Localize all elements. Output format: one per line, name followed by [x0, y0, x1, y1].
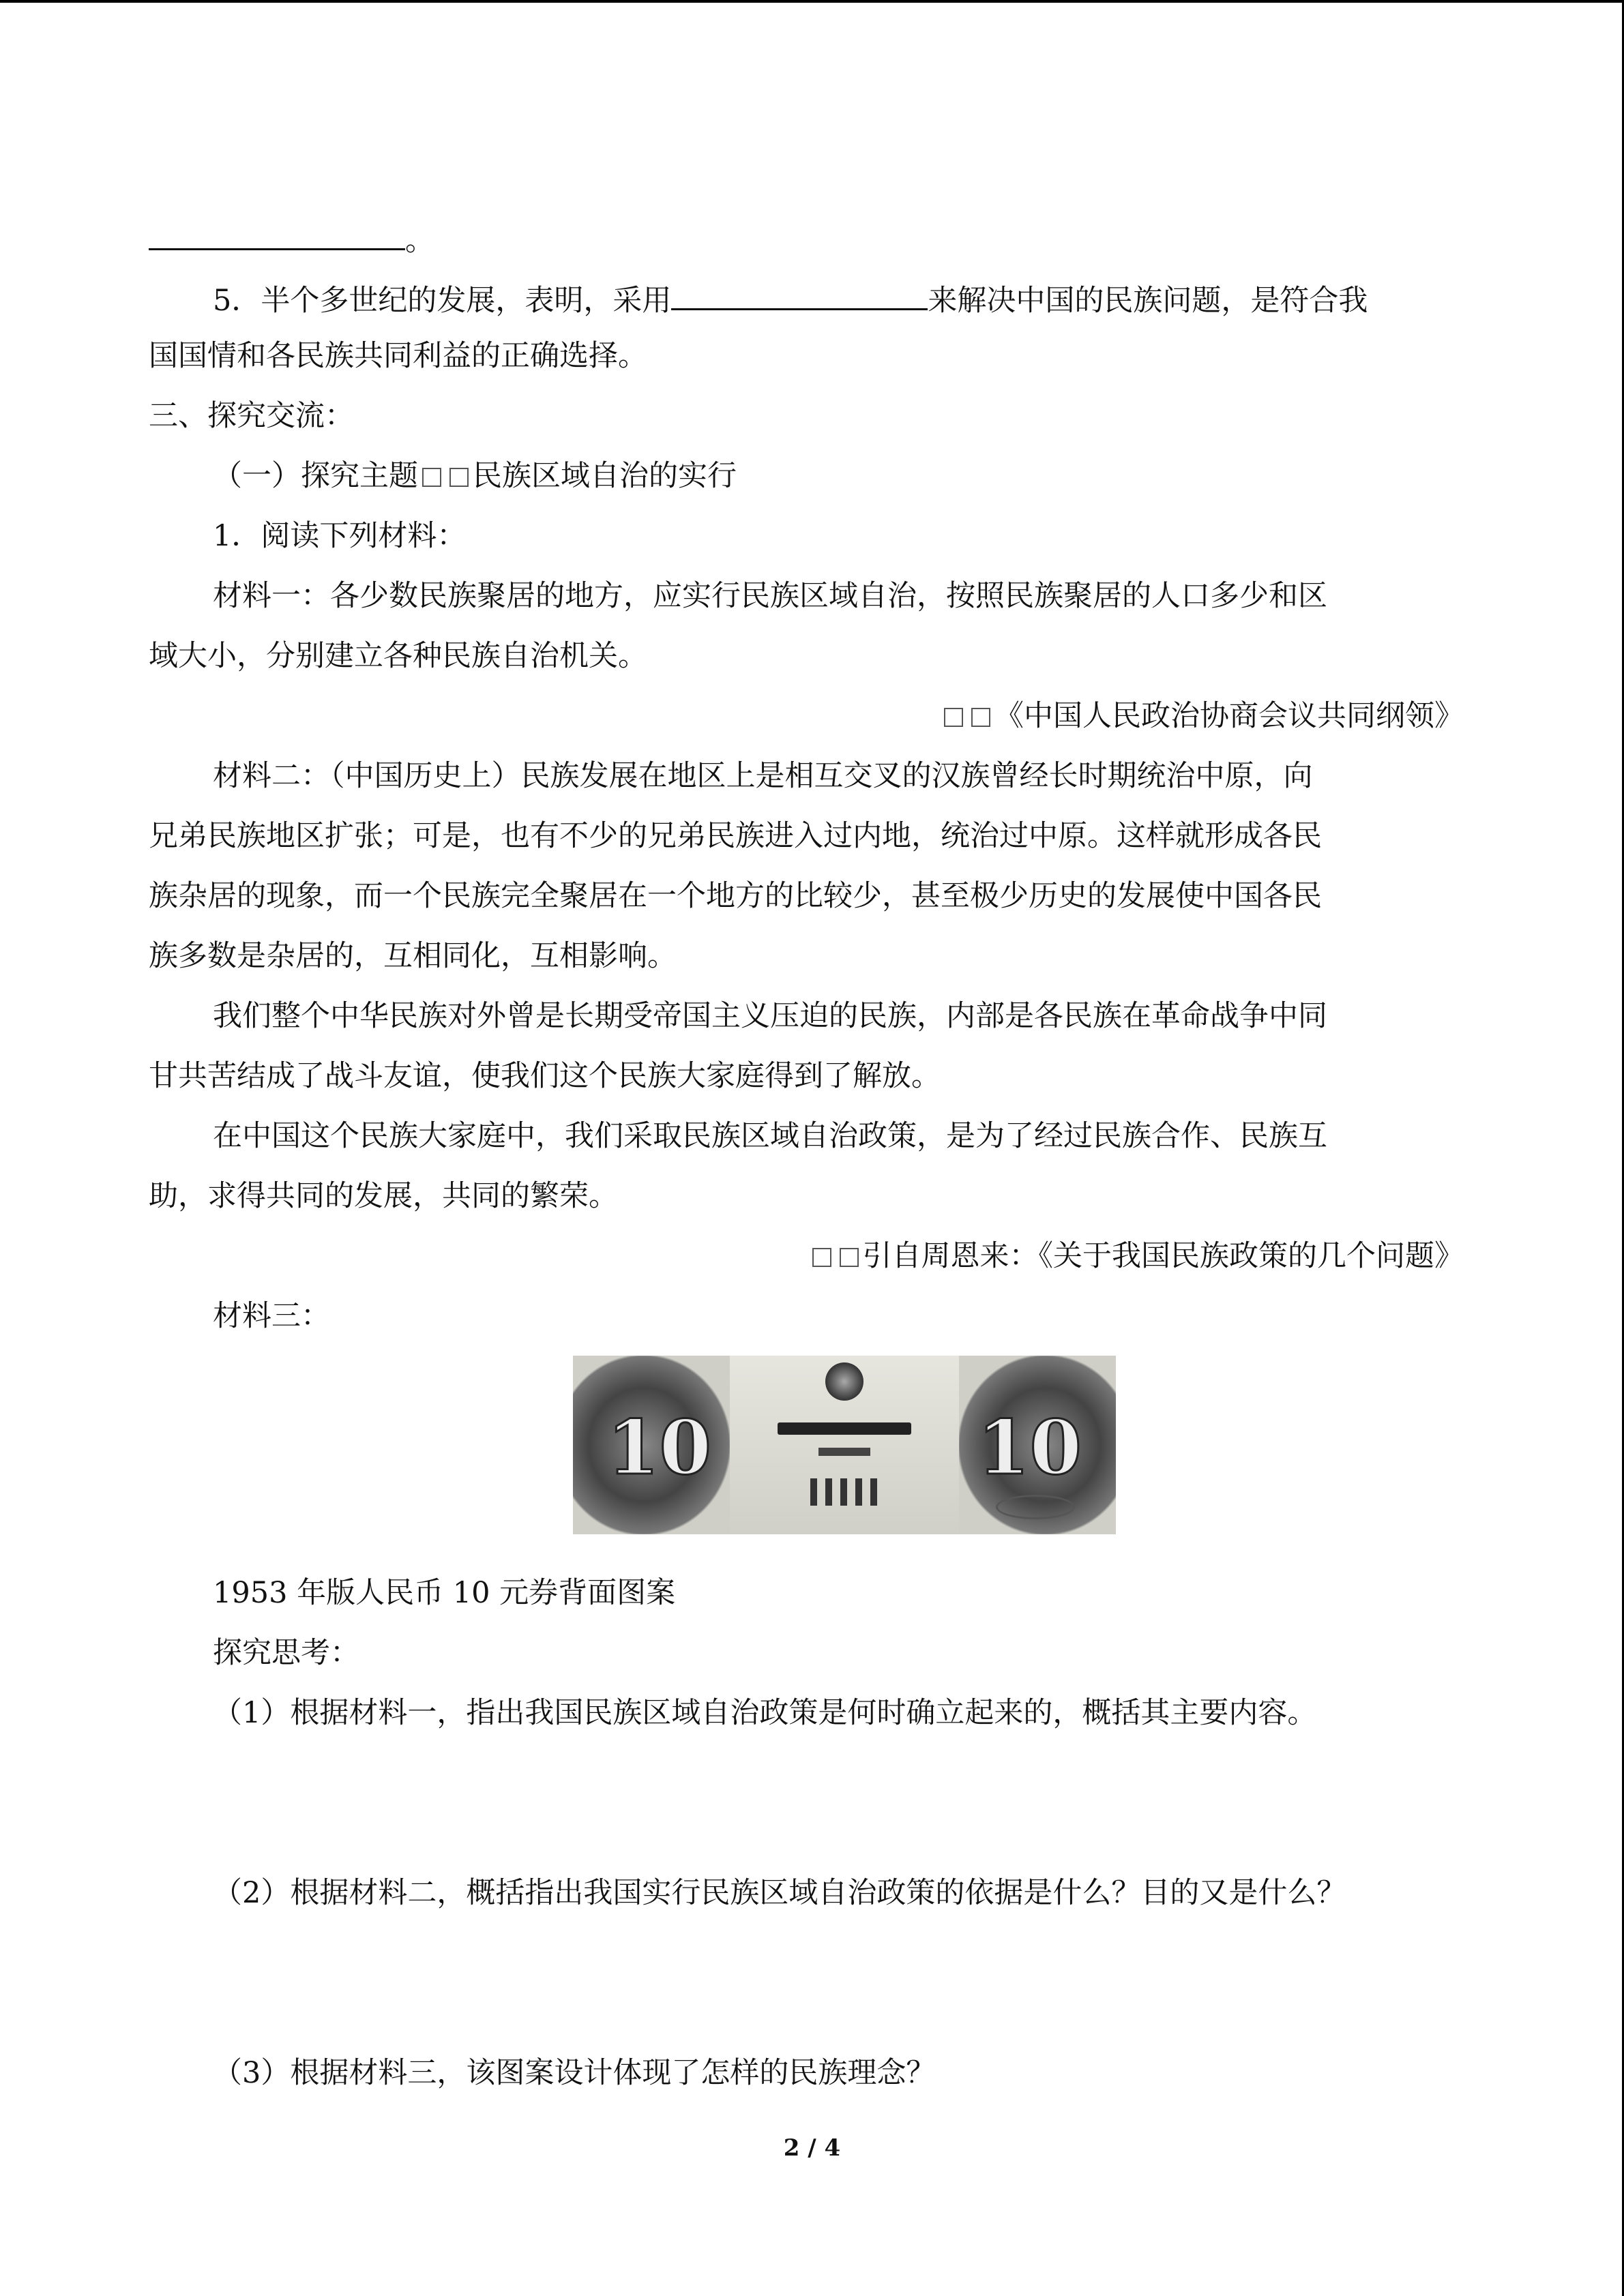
read-instruction: 1．阅读下列材料：: [213, 519, 467, 553]
banknote-script-pattern: [810, 1478, 879, 1506]
square-glyph: [422, 468, 441, 487]
think-heading: 探究思考：: [213, 1636, 359, 1670]
material-3-label: 材料三：: [213, 1299, 330, 1333]
question-1: （1）根据材料一，指出我国民族区域自治政策是何时确立起来的，概括其主要内容。: [213, 1696, 1317, 1730]
square-glyph: [840, 1248, 859, 1267]
material-2-line6: 甘共苦结成了战斗友谊，使我们这个民族大家庭得到了解放。: [149, 1059, 941, 1093]
material-2-line2: 兄弟民族地区扩张；可是，也有不少的兄弟民族进入过内地，统治过中原。这样就形成各民: [149, 819, 1322, 853]
banknote-denomination-right: 10: [977, 1403, 1082, 1491]
banknote-small-denomination-oval: [996, 1495, 1075, 1519]
material-2-line8: 助，求得共同的发展，共同的繁荣。: [149, 1179, 618, 1213]
page-number: 2 / 4: [783, 2134, 841, 2162]
fill-blank[interactable]: [149, 215, 405, 250]
material-1-source: 《中国人民政治协商会议共同纲领》: [940, 696, 1464, 736]
material-2-line3: 族杂居的现象，而一个民族完全聚居在一个地方的比较少，甚至极少历史的发展使中国各民: [149, 879, 1322, 913]
national-emblem-icon: [825, 1362, 863, 1401]
banknote-image: [573, 1356, 1116, 1534]
banknote-subinscription: [818, 1448, 870, 1456]
question-2: （2）根据材料二，概括指出我国实行民族区域自治政策的依据是什么？目的又是什么？: [213, 1876, 1346, 1910]
item-5: 5．半个多世纪的发展，表明，采用 来解决中国的民族问题，是符合我: [213, 275, 1368, 321]
material-2-line7: 在中国这个民族大家庭中，我们采取民族区域自治政策，是为了经过民族合作、民族互: [213, 1119, 1327, 1153]
image-caption: 1953 年版人民币 10 元券背面图案: [213, 1576, 676, 1610]
material-2-source: 引自周恩来：《关于我国民族政策的几个问题》: [808, 1236, 1464, 1277]
material-1-line1: 材料一：各少数民族聚居的地方，应实行民族区域自治，按照民族聚居的人口多少和区: [213, 579, 1327, 613]
material-2-line1: 材料二：（中国历史上）民族发展在地区上是相互交叉的汉族曾经长时期统治中原，向: [213, 759, 1313, 793]
square-glyph: [449, 468, 469, 487]
square-glyph: [944, 708, 963, 727]
banknote-denomination-left: 10: [607, 1403, 712, 1491]
top-border: [0, 0, 1624, 3]
banknote-center-panel: [730, 1356, 959, 1534]
square-glyph: [971, 708, 990, 727]
material-2-line5: 我们整个中华民族对外曾是长期受帝国主义压迫的民族，内部是各民族在革命战争中同: [213, 999, 1327, 1033]
material-2-line4: 族多数是杂居的，互相同化，互相影响。: [149, 939, 677, 973]
blank-line-end: 。: [149, 215, 434, 261]
material-1-line2: 域大小，分别建立各种民族自治机关。: [149, 639, 647, 673]
question-3: （3）根据材料三，该图案设计体现了怎样的民族理念？: [213, 2056, 936, 2090]
fill-blank[interactable]: [671, 275, 928, 310]
item-5-cont: 国国情和各民族共同利益的正确选择。: [149, 339, 647, 373]
section-heading: 三、探究交流：: [149, 399, 354, 433]
topic-title: （一）探究主题 民族区域自治的实行: [213, 459, 737, 493]
square-glyph: [812, 1248, 831, 1267]
banknote-inscription: [778, 1422, 911, 1435]
